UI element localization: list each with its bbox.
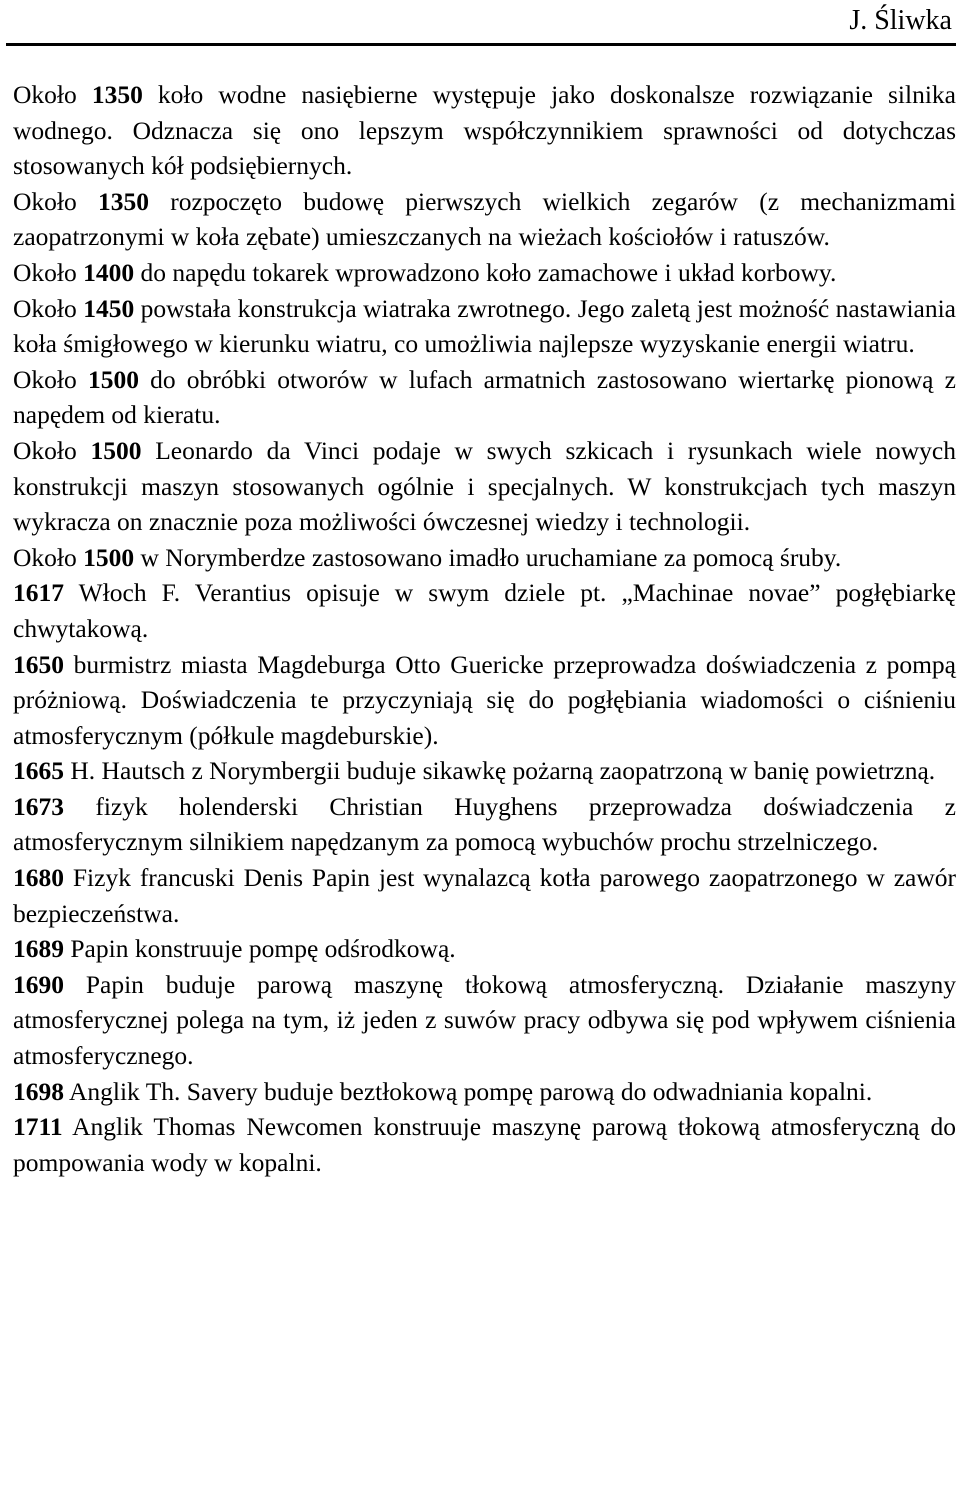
entry-prefix: Około [13,435,91,465]
entry-year: 1617 [13,578,64,608]
timeline-entry [13,575,956,646]
entry-text: Anglik Th. Savery buduje beztłokową pompę parową do odwadniania kopalni. [64,1076,873,1106]
entry-prefix: Około [13,257,84,287]
entry-year: 1650 [13,649,64,679]
entry-prefix: Około [13,186,98,216]
timeline-entry [13,1109,956,1180]
entry-year: 1350 [91,80,143,109]
entry-year: 1400 [83,257,135,287]
entry-text: fizyk holenderski Christian Huyghens przeprowadza doświadczenia z atmosferycznym silnikiem napędzanym za pomocą wybuchów prochu strzelniczego. [13,791,956,857]
entry-prefix: Około [13,293,84,323]
timeline-entry [13,362,956,433]
entry-year: 1500 [83,542,135,572]
entry-text: koło wodne nasiębierne występuje jako doskonalsze rozwiązanie silnika wodnego. Odznacza się ono lepszym współczynnikiem sprawności od dotychczas stosowanych kół podsiębiernych. [13,80,957,181]
entry-year: 1450 [83,293,135,323]
entry-text: Leonardo da Vinci podaje w swych szkicach i rysunkach wiele nowych konstrukcji maszyn stosowanych ogólnie i specjalnych. W konstrukcjach tych maszyn wykracza on znacznie poza możliwości ówczesnej wiedzy i technologii. [13,435,957,537]
entry-year: 1680 [13,863,64,893]
timeline-entry [13,931,956,967]
entry-text: Włoch F. Verantius opisuje w swym dziele pt. „Machinae novae” pogłębiarkę chwytakową. [13,578,956,643]
entry-text: Papin buduje parową maszynę tłokową atmosferyczną. Działanie maszyny atmosferycznej polega na tym, iż jeden z suwów pracy odbywa się pod wpływem ciśnienia atmosferycznego. [13,969,956,1071]
entry-year: 1690 [13,969,64,999]
timeline-entry [13,789,956,860]
entry-year: 1350 [97,186,149,216]
timeline-entry [13,255,956,291]
timeline-entry [13,433,956,540]
entry-text: powstała konstrukcja wiatraka zwrotnego. Jego zaletą jest możność nastawiania koła śmigłowego w kierunku wiatru, co umożliwia najlepsze wyzyskanie energii wiatru. [13,293,957,359]
header-rule [6,43,956,46]
entry-text: Anglik Thomas Newcomen konstruuje maszynę parową tłokową atmosferyczną do pompowania wody w kopalni. [13,1112,956,1177]
entry-prefix: Około [13,364,88,394]
timeline-entry [13,291,956,362]
timeline-entry [13,184,956,255]
document-body [13,77,956,1180]
entry-year: 1689 [13,934,64,964]
page-header-author: J. Śliwka [849,5,952,36]
entry-prefix: Około [13,80,92,109]
entry-text: burmistrz miasta Magdeburga Otto Guericke przeprowadza doświadczenia z pompą próżniową. Doświadczenia te przyczyniają się do pogłębiania wiadomości o ciśnieniu atmosferycznym (półkule magdeburskie). [13,649,956,750]
entry-text: do napędu tokarek wprowadzono koło zamachowe i układ korbowy. [134,257,837,287]
timeline-entry [13,860,956,931]
timeline-entry [13,967,956,1074]
entry-text: rozpoczęto budowę pierwszych wielkich zegarów (z mechanizmami zaopatrzonymi w koła zębate) umieszczanych na wieżach kościołów i ratuszów. [13,186,956,252]
entry-year: 1673 [13,791,64,821]
entry-year: 1665 [13,756,64,786]
timeline-entry [13,647,956,754]
timeline-entry [13,77,956,184]
entry-text: Fizyk francuski Denis Papin jest wynalazcą kotła parowego zaopatrzonego w zawór bezpieczeństwa. [13,863,956,928]
entry-year: 1500 [87,364,139,394]
timeline-entry [13,753,956,789]
entry-text: do obróbki otworów w lufach armatnich zastosowano wiertarkę pionową z napędem od kieratu. [13,364,956,430]
entry-prefix: Około [13,542,84,572]
entry-year: 1711 [13,1112,63,1142]
entry-text: w Norymberdze zastosowano imadło uruchamiane za pomocą śruby. [134,542,842,572]
timeline-entry [13,1074,956,1110]
entry-year: 1698 [13,1076,64,1106]
entry-year: 1500 [90,435,142,465]
entry-text: H. Hautsch z Norymbergii buduje sikawkę pożarną zaopatrzoną w banię powietrzną. [64,756,936,786]
entry-text: Papin konstruuje pompę odśrodkową. [64,934,456,964]
timeline-entry [13,540,956,576]
